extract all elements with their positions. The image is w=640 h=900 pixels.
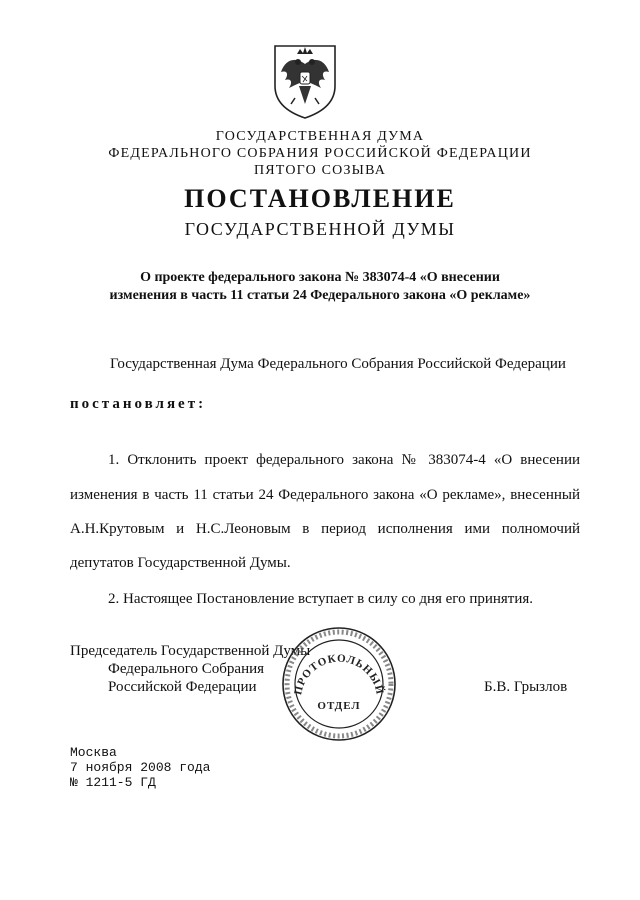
footer-city: Москва	[70, 745, 117, 760]
document-title: ПОСТАНОВЛЕНИЕ	[184, 184, 456, 213]
preamble: Государственная Дума Федерального Собрания Российской Федерации	[110, 356, 566, 372]
subject-line-2: изменения в часть 11 статьи 24 Федерального закона «О рекламе»	[109, 288, 531, 303]
footer-date: 7 ноября 2008 года	[70, 760, 211, 775]
stamp-top-text: ПРОТОКОЛЬНЫЙ	[292, 652, 386, 697]
signature-line-3: Российской Федерации	[108, 679, 257, 695]
signature-line-2: Федерального Собрания	[108, 661, 265, 677]
signatory-name: Б.В. Грызлов	[484, 679, 568, 695]
official-stamp	[280, 625, 398, 743]
subject-line-1: О проекте федерального закона № 383074-4 «О внесении	[140, 270, 500, 285]
item-2: 2. Настоящее Постановление вступает в силу со дня его принятия.	[108, 591, 534, 607]
item-1-line-4: депутатов Государственной Думы.	[70, 555, 291, 571]
item-1-line-3: А.Н.Крутовым и Н.С.Леоновым в период исполнения ими полномочий	[70, 521, 580, 537]
header-line-2: ФЕДЕРАЛЬНОГО СОБРАНИЯ РОССИЙСКОЙ ФЕДЕРАЦИИ	[108, 146, 532, 161]
stamp-center-text: ОТДЕЛ	[317, 700, 361, 712]
item-1-line-2: изменения в часть 11 статьи 24 Федерального закона «О рекламе», внесенный	[70, 487, 580, 503]
resolves-word: постановляет:	[70, 396, 207, 412]
item-1-line-1: 1. Отклонить проект федерального закона № 383074-4 «О внесении	[108, 452, 580, 468]
coat-of-arms-emblem	[271, 42, 339, 120]
signature-line-1: Председатель Государственной Думы	[70, 643, 311, 659]
header-line-3: ПЯТОГО СОЗЫВА	[253, 163, 387, 178]
document-subtitle: ГОСУДАРСТВЕННОЙ ДУМЫ	[184, 219, 456, 239]
header-line-1: ГОСУДАРСТВЕННАЯ ДУМА	[215, 129, 425, 144]
footer-number: № 1211-5 ГД	[70, 775, 156, 790]
